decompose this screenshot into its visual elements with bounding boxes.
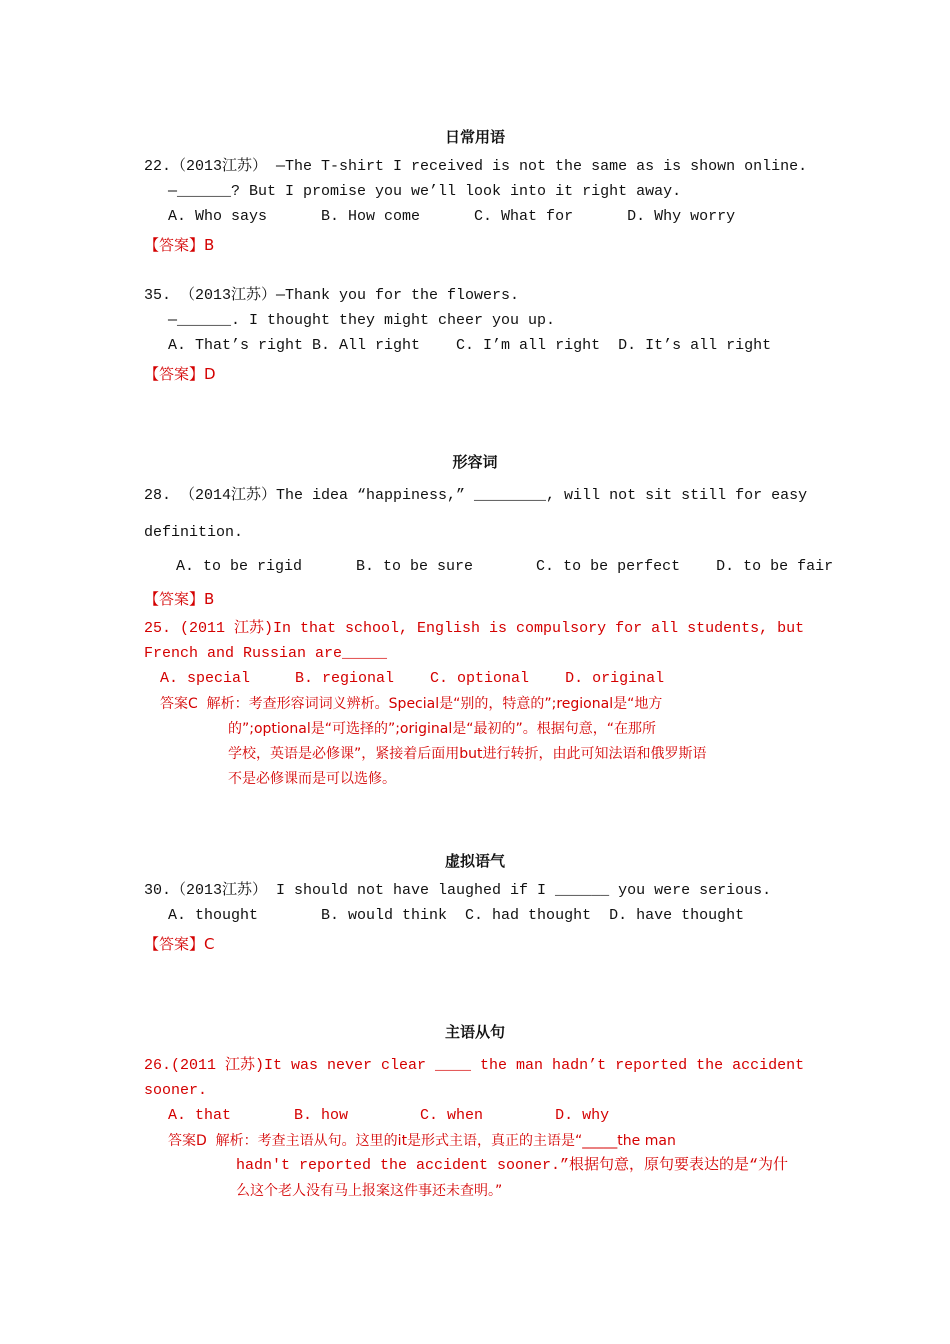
question-25-analysis-line1: 答案C 解析：考查形容词词义辨析。Special是“别的，特意的”;regional是“地方 [160, 696, 663, 712]
question-22-stem: 22.（2013江苏） —The T-shirt I received is not the same as is shown online. [144, 158, 808, 175]
section-heading-subjunctive-mood: 虚拟语气 [444, 852, 505, 870]
question-26-options: A. that B. how C. when D. why [168, 1107, 610, 1124]
question-35-stem: 35. （2013江苏）—Thank you for the flowers. [144, 287, 520, 304]
question-28-options: A. to be rigid B. to be sure C. to be perfect D. to be fair [176, 558, 834, 575]
question-22-answer: 【答案】B [144, 236, 215, 254]
question-26-analysis-line3: 么这个老人没有马上报案这件事还未查明。” [236, 1183, 503, 1199]
question-26-analysis-line1: 答案D 解析：考查主语从句。这里的it是形式主语，真正的主语是“_____the man [168, 1133, 676, 1149]
question-28-answer: 【答案】B [144, 590, 215, 608]
question-22-response: —______? But I promise you we’ll look into it right away. [168, 183, 682, 200]
question-26-stem-continued: sooner. [144, 1082, 208, 1099]
question-25-analysis-line2: 的”;optional是“可选择的”;original是“最初的”。根据句意，“在那所 [228, 721, 657, 737]
question-28-stem: 28. （2014江苏）The idea “happiness,” ________, will not sit still for easy [144, 487, 808, 504]
question-25-stem-continued: French and Russian are_____ [144, 645, 388, 662]
question-22-options: A. Who says B. How come C. What for D. Why worry [168, 208, 736, 225]
question-35-answer: 【答案】D [144, 365, 216, 383]
question-25-analysis-line3: 学校，英语是必修课”，紧接着后面用but进行转折，由此可知法语和俄罗斯语 [228, 746, 707, 762]
question-25-options: A. special B. regional C. optional D. original [160, 670, 665, 687]
question-30-answer: 【答案】C [144, 935, 215, 953]
question-35-response: —______. I thought they might cheer you up. [168, 312, 556, 329]
question-25-analysis-line4: 不是必修课而是可以选修。 [228, 771, 396, 787]
section-heading-subject-clause: 主语从句 [444, 1023, 505, 1041]
question-28-stem-continued: definition. [144, 524, 244, 541]
section-heading-daily-expressions: 日常用语 [444, 128, 505, 146]
question-26-analysis-line2: hadn't reported the accident sooner.”根据句意，原句要表达的是“为什 [236, 1157, 789, 1174]
section-heading-adjectives: 形容词 [452, 453, 498, 471]
question-25-stem: 25. (2011 江苏)In that school, English is compulsory for all students, but [144, 620, 805, 637]
question-26-stem: 26.(2011 江苏)It was never clear ____ the man hadn’t reported the accident [144, 1057, 805, 1074]
question-30-options: A. thought B. would think C. had thought D. have thought [168, 907, 745, 924]
question-35-options: A. That’s right B. All right C. I’m all right D. It’s all right [168, 337, 772, 354]
question-30-stem: 30.（2013江苏） I should not have laughed if I ______ you were serious. [144, 882, 772, 899]
